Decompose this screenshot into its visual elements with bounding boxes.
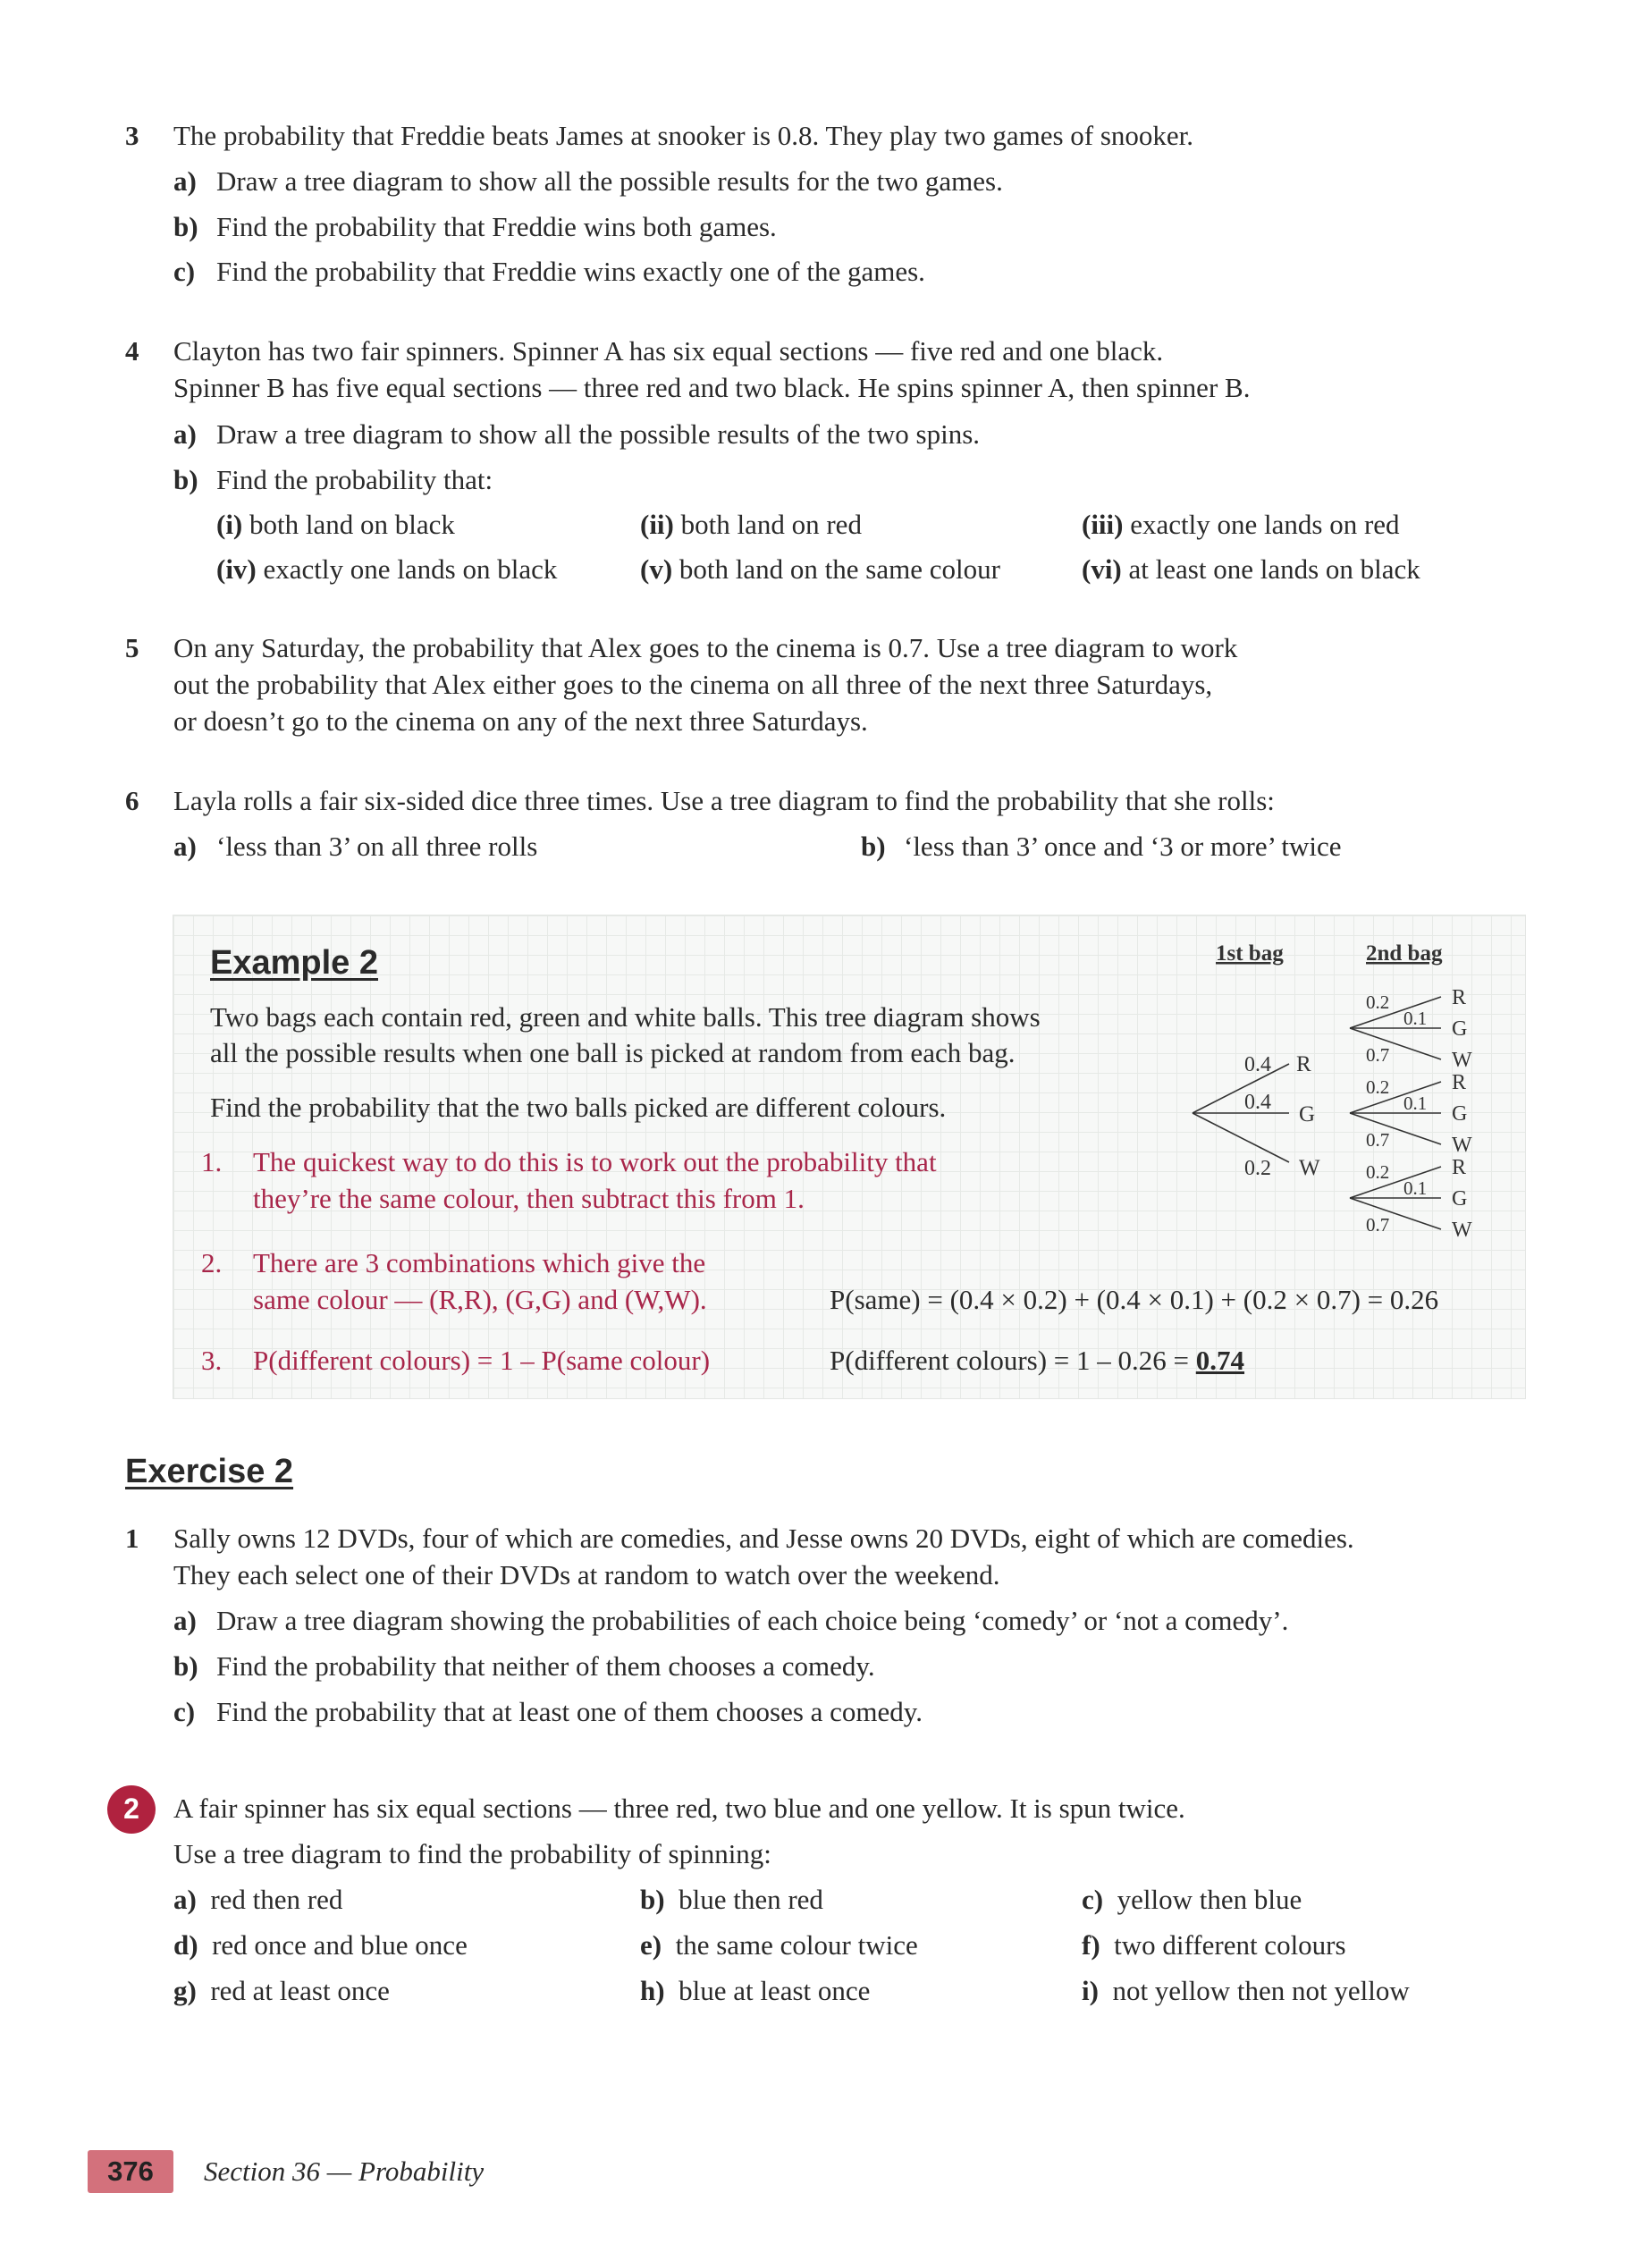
question-number: 4	[125, 335, 139, 367]
tree-outcome: R	[1296, 1052, 1311, 1076]
part-text: Find the probability that Freddie wins exactly one of the games.	[216, 256, 925, 287]
question-text: Sally owns 12 DVDs, four of which are comedies, and Jesse owns 20 DVDs, eight of which are comedies.	[173, 1523, 1354, 1554]
part-label: b)	[173, 1650, 198, 1682]
tree-outcome: G	[1452, 1102, 1468, 1126]
subpart: (iv) exactly one lands on black	[216, 553, 558, 585]
subpart: (iii) exactly one lands on red	[1082, 509, 1400, 540]
example-question: Find the probability that the two balls picked are different colours.	[210, 1092, 947, 1123]
tree-outcome: G	[1452, 1017, 1468, 1041]
tree-prob: 0.2	[1366, 1161, 1390, 1183]
subpart: d) red once and blue once	[173, 1929, 468, 1961]
example-intro: all the possible results when one ball is picked at random from each bag.	[210, 1037, 1016, 1068]
question-text: Clayton has two fair spinners. Spinner A has six equal sections — five red and one black.	[173, 335, 1164, 367]
tree-prob: 0.2	[1366, 991, 1390, 1013]
part-text: ‘less than 3’ once and ‘3 or more’ twice	[904, 831, 1342, 862]
subpart: a) red then red	[173, 1884, 343, 1915]
tree-prob: 0.2	[1244, 1157, 1271, 1180]
question-text: or doesn’t go to the cinema on any of the next three Saturdays.	[173, 705, 868, 737]
section-footer: Section 36 — Probability	[204, 2155, 485, 2187]
part-label: b)	[173, 464, 198, 495]
part-label: a)	[173, 831, 197, 862]
tree-outcome: W	[1452, 1219, 1472, 1242]
question-number: 6	[125, 785, 139, 816]
tree-outcome: W	[1452, 1049, 1472, 1072]
part-label: c)	[173, 256, 196, 287]
subpart: f) two different colours	[1082, 1929, 1346, 1961]
calculation: P(same) = (0.4 × 0.2) + (0.4 × 0.1) + (0.2 × 0.7) = 0.26	[830, 1284, 1439, 1315]
part-label: a)	[173, 1605, 197, 1636]
step-number: 2.	[201, 1247, 223, 1278]
step-text: same colour — (R,R), (G,G) and (W,W).	[253, 1284, 707, 1315]
tree-prob: 0.4	[1244, 1053, 1271, 1076]
part-text: Draw a tree diagram showing the probabilities of each choice being ‘comedy’ or ‘not a comedy’.	[216, 1605, 1289, 1636]
part-label: c)	[173, 1696, 196, 1727]
tree-prob: 0.7	[1366, 1214, 1390, 1236]
tree-outcome: W	[1299, 1156, 1320, 1180]
part-label: a)	[173, 418, 197, 450]
question-number: 1	[125, 1523, 139, 1554]
tree-prob: 0.1	[1403, 1092, 1428, 1114]
step-number: 3.	[201, 1345, 223, 1376]
tree-prob: 0.1	[1403, 1177, 1428, 1199]
tree-outcome: R	[1452, 1071, 1467, 1094]
tree-header-1st-bag: 1st bag	[1216, 941, 1284, 966]
part-text: Draw a tree diagram to show all the possible results for the two games.	[216, 165, 1003, 197]
page-number: 376	[88, 2150, 173, 2193]
tree-diagram	[1180, 930, 1484, 1243]
question-text: Layla rolls a fair six-sided dice three times. Use a tree diagram to find the probability that she rolls:	[173, 785, 1275, 816]
calculation: P(different colours) = 1 – 0.26 = 0.74	[830, 1345, 1245, 1376]
step-text: There are 3 combinations which give the	[253, 1247, 706, 1278]
question-number-badge: 2	[107, 1785, 156, 1834]
step-text: P(different colours) = 1 – P(same colour)	[253, 1345, 711, 1376]
tree-prob: 0.7	[1366, 1044, 1390, 1066]
step-text: The quickest way to do this is to work out the probability that	[253, 1146, 937, 1177]
exercise-title: Exercise 2	[125, 1453, 294, 1490]
example-intro: Two bags each contain red, green and white balls. This tree diagram shows	[210, 1001, 1041, 1033]
part-text: Find the probability that:	[216, 464, 493, 495]
subpart: (i) both land on black	[216, 509, 455, 540]
step-text: they’re the same colour, then subtract this from 1.	[253, 1183, 805, 1214]
tree-prob: 0.1	[1403, 1008, 1428, 1029]
question-number: 3	[125, 120, 139, 151]
tree-outcome: R	[1452, 1156, 1467, 1179]
question-text: out the probability that Alex either goes to the cinema on all three of the next three Saturdays,	[173, 669, 1213, 700]
part-text: Find the probability that at least one of them chooses a comedy.	[216, 1696, 923, 1727]
part-text: ‘less than 3’ on all three rolls	[216, 831, 538, 862]
subpart: (vi) at least one lands on black	[1082, 553, 1420, 585]
tree-outcome: R	[1452, 986, 1467, 1009]
tree-outcome: G	[1299, 1102, 1316, 1126]
part-text: Draw a tree diagram to show all the possible results of the two spins.	[216, 418, 981, 450]
subpart: b) blue then red	[640, 1884, 823, 1915]
tree-outcome: G	[1452, 1187, 1468, 1211]
subpart: c) yellow then blue	[1082, 1884, 1302, 1915]
answer: 0.74	[1195, 1345, 1245, 1376]
example-title: Example 2	[210, 944, 378, 982]
part-label: b)	[173, 211, 198, 242]
part-text: Find the probability that Freddie wins both games.	[216, 211, 777, 242]
tree-outcome: W	[1452, 1134, 1472, 1157]
subpart: g) red at least once	[173, 1975, 390, 2006]
subpart: (v) both land on the same colour	[640, 553, 1000, 585]
tree-prob: 0.7	[1366, 1129, 1390, 1151]
part-label: b)	[861, 831, 886, 862]
tree-prob: 0.2	[1366, 1076, 1390, 1098]
question-text: The probability that Freddie beats James at snooker is 0.8. They play two games of snooker.	[173, 120, 1194, 151]
question-text: They each select one of their DVDs at random to watch over the weekend.	[173, 1559, 1000, 1590]
step-number: 1.	[201, 1146, 223, 1177]
subpart: h) blue at least once	[640, 1975, 871, 2006]
part-label: a)	[173, 165, 197, 197]
question-text: A fair spinner has six equal sections — three red, two blue and one yellow. It is spun twice.	[173, 1793, 1185, 1824]
question-number: 5	[125, 632, 139, 663]
subpart: e) the same colour twice	[640, 1929, 918, 1961]
part-text: Find the probability that neither of them chooses a comedy.	[216, 1650, 875, 1682]
tree-header-2nd-bag: 2nd bag	[1366, 941, 1443, 966]
tree-prob: 0.4	[1244, 1091, 1271, 1114]
subpart: i) not yellow then not yellow	[1082, 1975, 1410, 2006]
subpart: (ii) both land on red	[640, 509, 862, 540]
question-text: Spinner B has five equal sections — three red and two black. He spins spinner A, then spinner B.	[173, 372, 1251, 403]
question-text: Use a tree diagram to find the probability of spinning:	[173, 1838, 771, 1869]
question-text: On any Saturday, the probability that Alex goes to the cinema is 0.7. Use a tree diagram to work	[173, 632, 1238, 663]
